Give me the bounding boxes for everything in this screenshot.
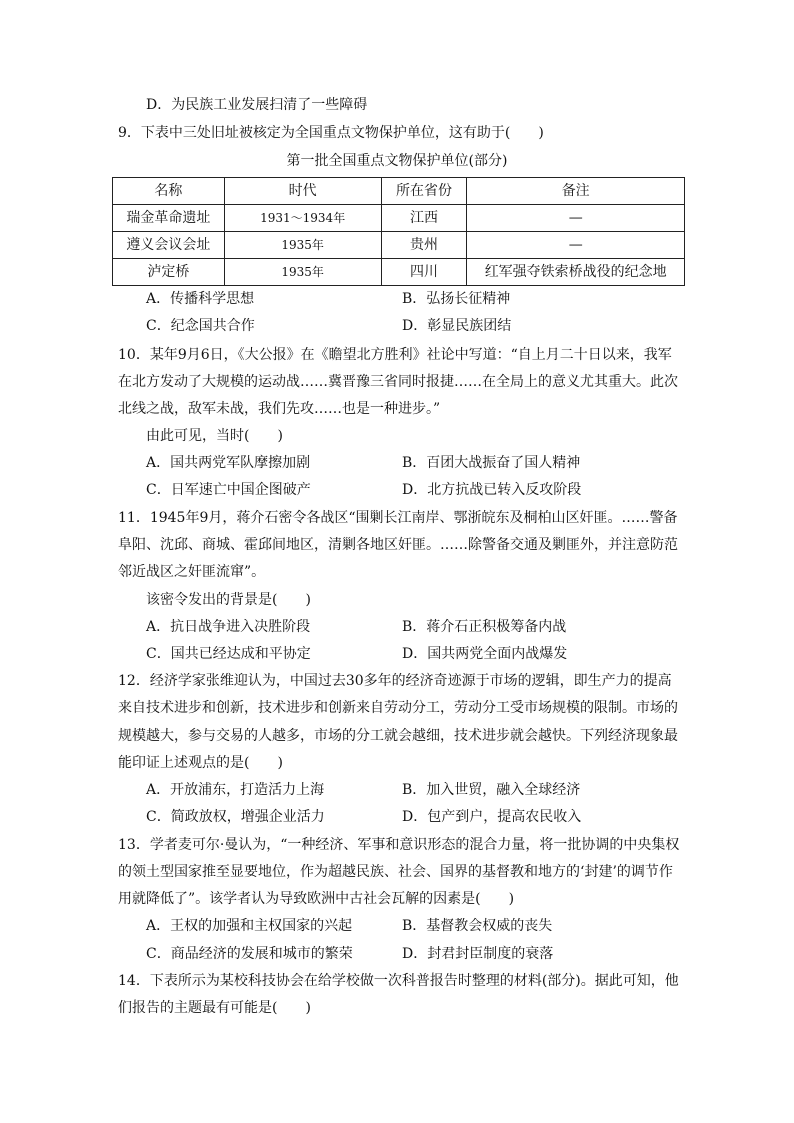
cell-province: 四川: [381, 259, 467, 286]
q11-option-a: A．抗日战争进入决胜阶段: [146, 619, 311, 635]
q9-stem: 9．下表中三处旧址被核定为全国重点文物保护单位，这有助于( ): [118, 125, 544, 141]
cell-note: —: [467, 232, 685, 259]
q10-option-b: B．百团大战振奋了国人精神: [402, 455, 581, 471]
q13-stem-line-1: 13．学者麦可尔·曼认为，“一种经济、军事和意识形态的混合力量，将一批协调的中央集权: [118, 837, 680, 853]
q12-stem-line-3: 规模越大，参与交易的人越多，市场的分工就会越细，技术进步就会越快。下列经济现象最: [118, 728, 678, 744]
q9-option-d: D．彰显民族团结: [402, 318, 512, 334]
cell-period: 1935年: [224, 232, 381, 259]
q9-table-title: 第一批全国重点文物保护单位(部分): [286, 153, 508, 169]
q11-option-d: D．国共两党全面内战爆发: [402, 646, 568, 662]
q12-option-a: A．开放浦东，打造活力上海: [146, 782, 325, 798]
q12-stem-line-1: 12．经济学家张维迎认为，中国过去30多年的经济奇迹源于市场的逻辑，即生产力的提高: [118, 673, 672, 689]
q9-option-c: C．纪念国共合作: [146, 318, 255, 334]
cell-name: 遵义会议会址: [113, 232, 225, 259]
q14-stem-line-1: 14．下表所示为某校科技协会在给学校做一次科普报告时整理的材料(部分)。据此可知，他: [118, 973, 679, 989]
q9-relics-table: [112, 177, 685, 286]
q11-question: 该密令发出的背景是( ): [146, 592, 311, 608]
q12-option-d: D．包产到户，提高农民收入: [402, 809, 582, 825]
q11-stem-line-3: 邻近战区之奸匪流窜”。: [118, 564, 266, 580]
cell-period: 1931～1934年: [224, 205, 381, 232]
q13-option-d: D．封君封臣制度的衰落: [402, 946, 554, 962]
cell-name: 瑞金革命遗址: [113, 205, 225, 232]
table-row: [113, 205, 685, 232]
table-header-row: [113, 178, 685, 205]
q13-stem-line-3: 用就降低了”。该学者认为导致欧洲中古社会瓦解的因素是( ): [118, 891, 515, 907]
q11-stem-line-2: 阜阳、沈邱、商城、霍邱间地区，清剿各地区奸匪。……除警备交通及剿匪外，并注意防范: [118, 537, 678, 553]
q11-stem-line-1: 11．1945年9月，蒋介石密令各战区“围剿长江南岸、鄂浙皖东及桐柏山区奸匪。……警备: [118, 510, 678, 526]
q11-option-c: C．国共已经达成和平协定: [146, 646, 311, 662]
q12-option-c: C．简政放权，增强企业活力: [146, 809, 325, 825]
q10-stem-line-1: 10．某年9月6日，《大公报》在《瞻望北方胜利》社论中写道：“自上月二十日以来，我军: [118, 347, 672, 363]
q13-option-c: C．商品经济的发展和城市的繁荣: [146, 946, 353, 962]
q12-stem-line-2: 来自技术进步和创新，技术进步和创新来自劳动分工，劳动分工受市场规模的限制。市场的: [118, 700, 678, 716]
q13-option-b: B．基督教会权威的丧失: [402, 918, 553, 934]
q10-stem-line-3: 北线之战，敌军未战，我们先攻……也是一种进步。”: [118, 401, 441, 417]
q11-option-b: B．蒋介石正积极筹备内战: [402, 619, 567, 635]
q10-option-c: C．日军速亡中国企图破产: [146, 482, 311, 498]
header-province: 所在省份: [381, 178, 467, 205]
q10-stem-line-2: 在北方发动了大规模的运动战……冀晋豫三省同时报捷……在全局上的意义尤其重大。此次: [118, 374, 678, 390]
q14-stem-line-2: 们报告的主题最有可能是( ): [118, 1000, 311, 1016]
header-note: 备注: [467, 178, 685, 205]
header-period: 时代: [224, 178, 381, 205]
q10-question: 由此可见，当时( ): [146, 428, 283, 444]
cell-province: 江西: [381, 205, 467, 232]
table-row: [113, 232, 685, 259]
table-row: [113, 259, 685, 286]
cell-note: —: [467, 205, 685, 232]
q9-option-a: A．传播科学思想: [146, 291, 255, 307]
q9-option-b: B．弘扬长征精神: [402, 291, 511, 307]
header-name: 名称: [113, 178, 225, 205]
q13-option-a: A．王权的加强和主权国家的兴起: [146, 918, 353, 934]
q13-stem-line-2: 的领土型国家推至显要地位，作为超越民族、社会、国界的基督教和地方的‘封建’的调节作: [118, 864, 673, 880]
cell-province: 贵州: [381, 232, 467, 259]
q12-option-b: B．加入世贸，融入全球经济: [402, 782, 581, 798]
cell-period: 1935年: [224, 259, 381, 286]
cell-note: 红军强夺铁索桥战役的纪念地: [467, 259, 685, 286]
cell-name: 泸定桥: [113, 259, 225, 286]
q10-option-a: A．国共两党军队摩擦加剧: [146, 455, 311, 471]
q8-option-d: D．为民族工业发展扫清了一些障碍: [146, 97, 368, 113]
q12-stem-line-4: 能印证上述观点的是( ): [118, 755, 283, 771]
q10-option-d: D．北方抗战已转入反攻阶段: [402, 482, 582, 498]
